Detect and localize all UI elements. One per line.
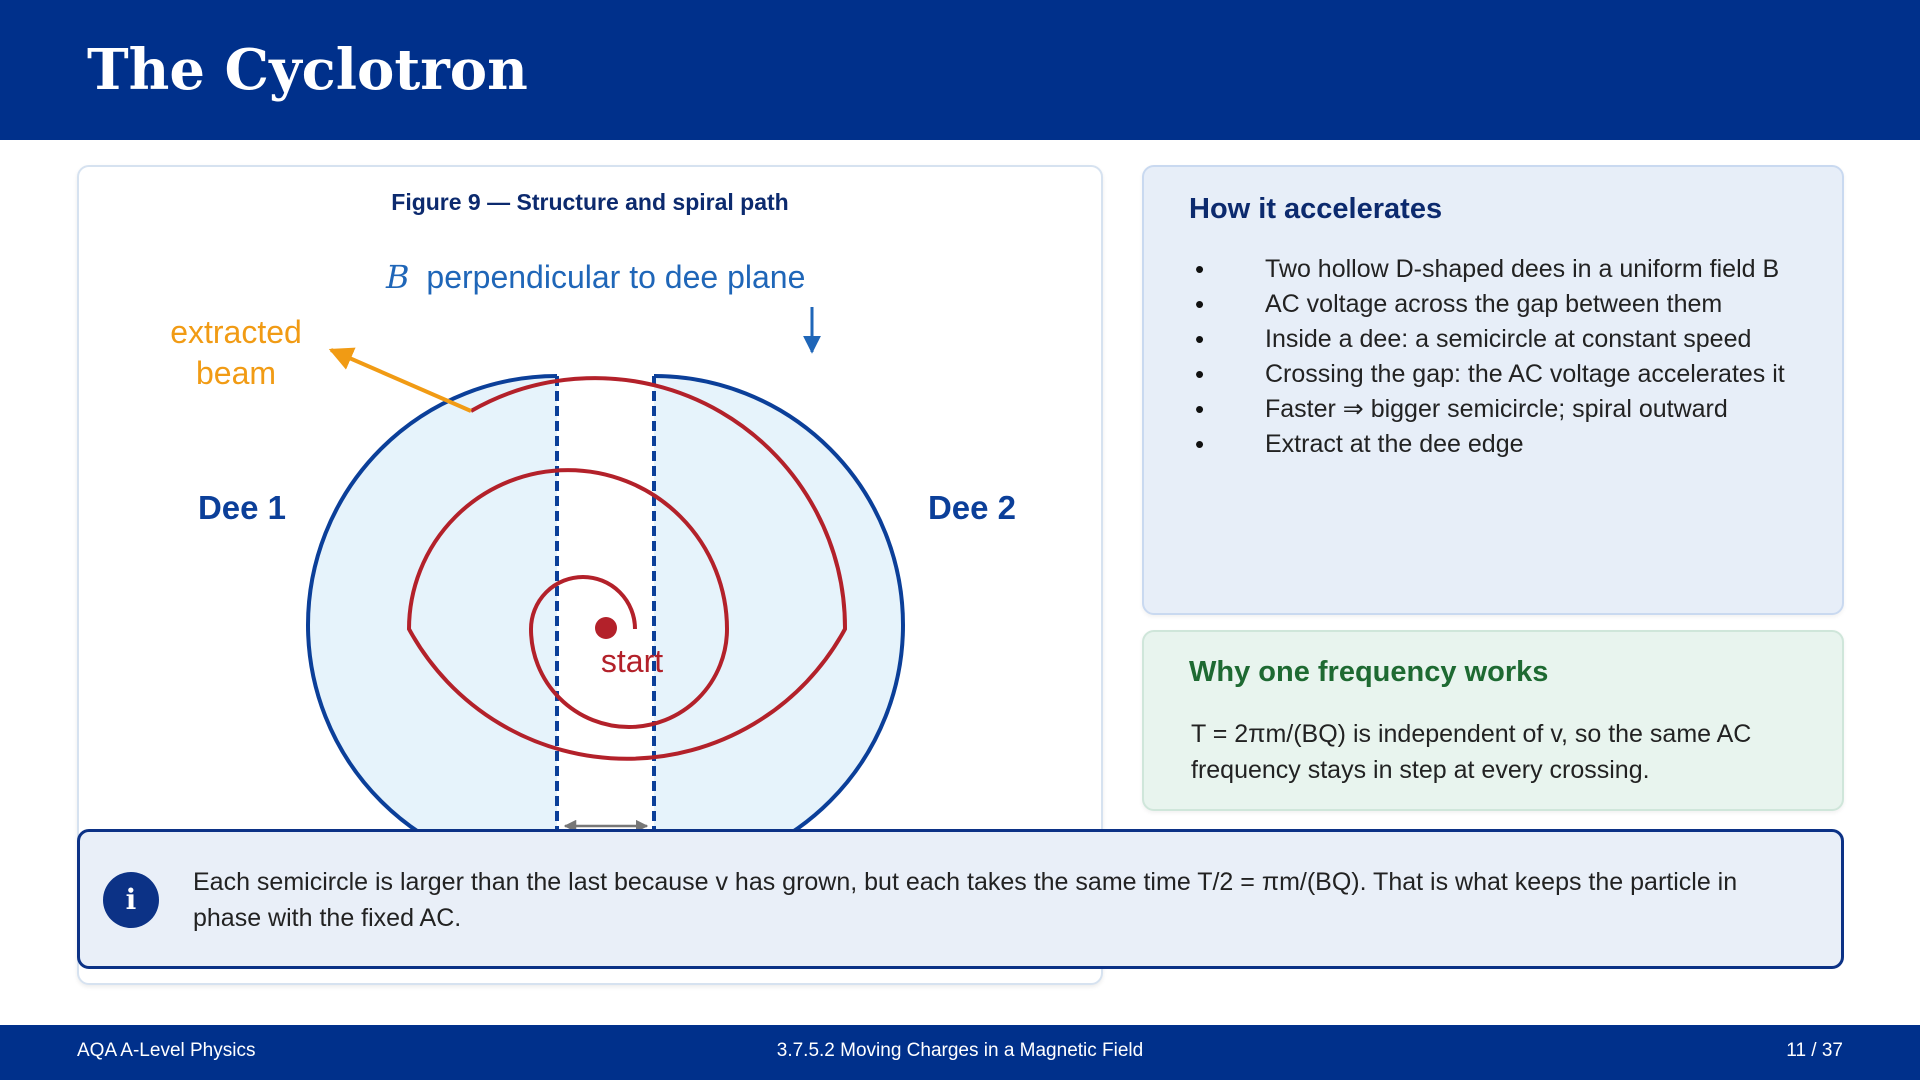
why-one-frequency-heading: Why one frequency works	[1189, 656, 1549, 688]
extracted-beam-arrow	[331, 350, 471, 411]
why-one-frequency-text: T = 2πm/(BQ) is independent of v, so the same AC frequency stays in step at every crossing.	[1191, 720, 1752, 784]
bullet-item: • Two hollow D-shaped dees in a uniform field B	[1189, 252, 1785, 287]
bullet-item: • Extract at the dee edge	[1189, 427, 1785, 462]
how-it-accelerates-card	[1142, 165, 1844, 615]
footer-bar	[0, 1025, 1920, 1080]
figure-caption: Figure 9 — Structure and spiral path	[391, 189, 789, 215]
b-symbol: B	[386, 258, 410, 296]
slide-title: The Cyclotron	[87, 37, 528, 103]
dee-1-label: Dee 1	[197, 489, 287, 526]
why-one-frequency-card	[1142, 630, 1844, 811]
bullet-item: • Inside a dee: a semicircle at constant speed	[1189, 322, 1785, 357]
accelerates-bullet-list	[1189, 252, 1785, 462]
b-description: perpendicular to dee plane	[426, 259, 806, 295]
bullet-item: • Crossing the gap: the AC voltage accelerates it	[1189, 357, 1785, 392]
b-field-label	[385, 258, 805, 296]
dee-2-label: Dee 2	[927, 489, 1017, 526]
dee-2	[654, 376, 903, 874]
bullet-item: • Faster ⇒ bigger semicircle; spiral outward	[1189, 392, 1785, 427]
dee-1	[308, 376, 557, 874]
title-bar	[0, 0, 1920, 140]
footer-course: AQA A-Level Physics	[77, 1040, 256, 1061]
how-it-accelerates-heading: How it accelerates	[1189, 193, 1443, 225]
footer-topic: 3.7.5.2 Moving Charges in a Magnetic Field	[776, 1040, 1144, 1061]
info-note-text: Each semicircle is larger than the last because v has grown, but each takes the same time T/2 = πm/(BQ). That is what keeps the particle in phase with the fixed AC.	[193, 868, 1738, 932]
bullet-item: • AC voltage across the gap between them	[1189, 287, 1785, 322]
start-label: start	[600, 643, 664, 679]
info-note	[77, 829, 1844, 969]
start-point	[595, 617, 617, 639]
footer-page-number: 11 / 37	[1786, 1040, 1843, 1061]
extracted-label-line1: extracted	[170, 314, 302, 350]
info-icon: i	[103, 872, 159, 928]
extracted-label-line2: beam	[195, 355, 277, 391]
